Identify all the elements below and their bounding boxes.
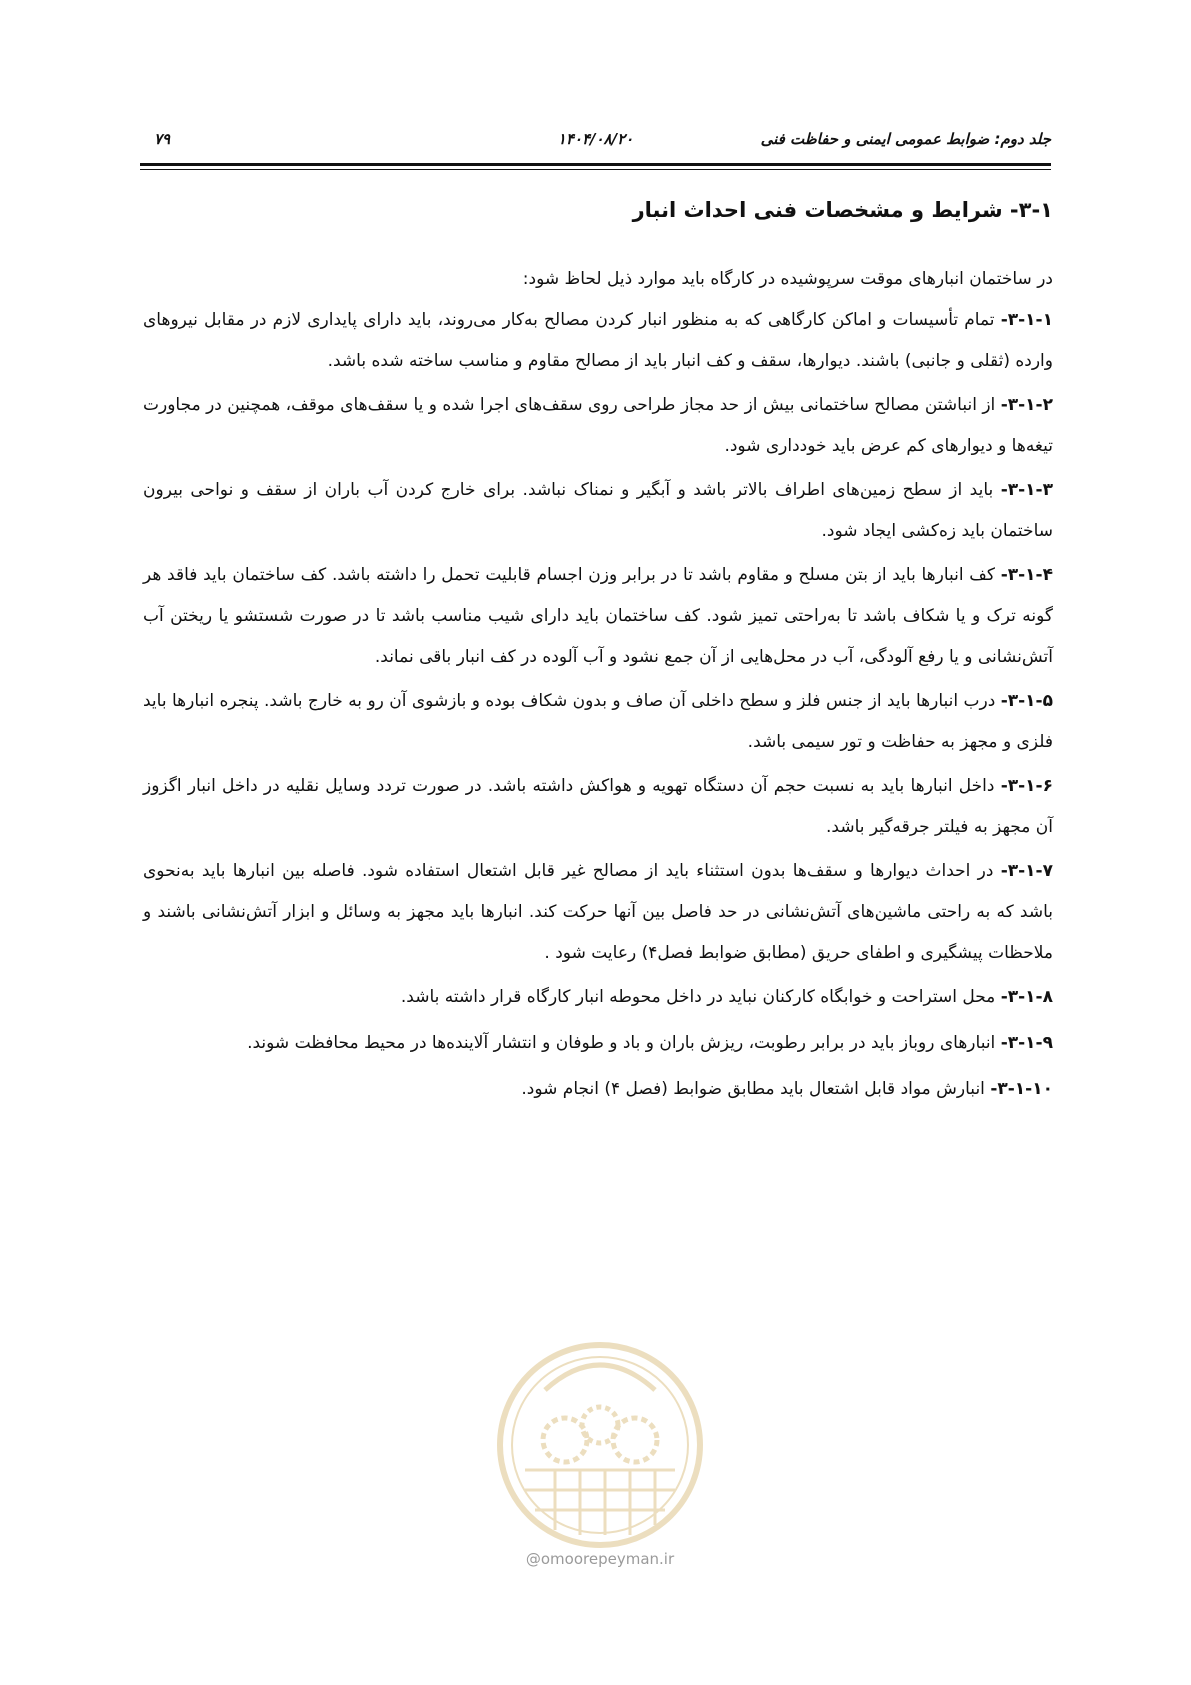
clause-number: ۳-۱-۲- bbox=[1000, 395, 1053, 415]
page-number: ۷۹ bbox=[154, 130, 171, 148]
clause-3-1-6 bbox=[143, 766, 1053, 848]
clause-3-1-2 bbox=[143, 385, 1053, 467]
clause-text: انبارش مواد قابل اشتعال باید مطابق ضوابط (فصل ۴) انجام شود. bbox=[521, 1079, 991, 1099]
clause-3-1-5 bbox=[143, 681, 1053, 763]
page-body bbox=[143, 190, 1053, 1115]
watermark-logo bbox=[485, 1330, 715, 1560]
clause-text: درب انبارها باید از جنس فلز و سطح داخلی آن صاف و بدون شکاف بوده و بازشوی آن رو به خارج باشد. پنجره انبارها باید فلزی و مجهز به حفاظت و تور سیمی باشد. bbox=[143, 691, 1053, 752]
clause-3-1-8 bbox=[143, 977, 1053, 1017]
clause-number: ۳-۱-۶- bbox=[1000, 776, 1053, 796]
clause-3-1-4 bbox=[143, 555, 1053, 678]
clause-number: ۳-۱-۱- bbox=[1000, 310, 1053, 330]
clause-text: از انباشتن مصالح ساختمانی بیش از حد مجاز طراحی روی سقف‌های اجرا شده و یا سقف‌های موقف، همچنین در مجاورت تیغه‌ها و دیوارهای کم عرض باید خودداری شود. bbox=[143, 395, 1053, 456]
header-title: جلد دوم: ضوابط عمومی ایمنی و حفاظت فنی bbox=[760, 130, 1051, 148]
clause-3-1-7 bbox=[143, 851, 1053, 974]
page-header bbox=[140, 126, 1051, 152]
clause-number: ۳-۱-۱۰- bbox=[990, 1079, 1053, 1099]
header-divider-thick bbox=[140, 163, 1051, 166]
clause-number: ۳-۱-۸- bbox=[1000, 987, 1053, 1007]
clause-number: ۳-۱-۳- bbox=[1000, 480, 1053, 500]
clause-text: تمام تأسیسات و اماکن کارگاهی که به منظور انبار کردن مصالح به‌کار می‌روند، باید دارای پایداری لازم در مقابل نیروهای وارده (ثقلی و جانبی) باشند. دیوارها، سقف و کف انبار باید از مصالح مقاوم و مناسب ساخته شده باشد. bbox=[143, 310, 1053, 371]
clause-number: ۳-۱-۷- bbox=[1000, 861, 1053, 881]
header-date: ۱۴۰۴/۰۸/۲۰ bbox=[557, 130, 634, 148]
clause-3-1-10 bbox=[143, 1069, 1053, 1109]
clause-3-1-1 bbox=[143, 300, 1053, 382]
clause-number: ۳-۱-۴- bbox=[1000, 565, 1053, 585]
clause-number: ۳-۱-۹- bbox=[1000, 1033, 1053, 1053]
clause-text: کف انبارها باید از بتن مسلح و مقاوم باشد تا در برابر وزن اجسام قابلیت تحمل را داشته باشد. کف ساختمان باید فاقد هر گونه ترک و یا شکاف باشد تا به‌راحتی تمیز شود. کف ساختمان باید دارای شیب مناسب باشد تا در صورت شستشو یا ریختن آب آتش‌نشانی و یا رفع آلودگی، آب در محل‌هایی از آن جمع نشود و آب آلوده در کف انبار باقی نماند. bbox=[143, 565, 1053, 667]
clause-3-1-9 bbox=[143, 1023, 1053, 1063]
clause-number: ۳-۱-۵- bbox=[1000, 691, 1053, 711]
clause-text: داخل انبارها باید به نسبت حجم آن دستگاه تهویه و هواکش داشته باشد. در صورت تردد وسایل نقلیه در داخل انبار اگزوز آن مجهز به فیلتر جرقه‌گیر باشد. bbox=[143, 776, 1053, 837]
section-title: ۳-۱- شرایط و مشخصات فنی احداث انبار bbox=[632, 198, 1053, 222]
section-intro: در ساختمان انبارهای موقت سرپوشیده در کارگاه باید موارد ذیل لحاظ شود: bbox=[522, 269, 1053, 289]
clause-text: انبارهای روباز باید در برابر رطوبت، ریزش باران و باد و طوفان و انتشار آلاینده‌ها در محیط محافظت شوند. bbox=[247, 1033, 1001, 1053]
clause-text: باید از سطح زمین‌های اطراف بالاتر باشد و آبگیر و نمناک نباشد. برای خارج کردن آب باران از سقف و نواحی بیرون ساختمان باید زه‌کشی ایجاد شود. bbox=[143, 480, 1053, 541]
clause-text: در احداث دیوارها و سقف‌ها بدون استثناء باید از مصالح غیر قابل اشتعال استفاده شود. فاصله بین انبارها باید به‌نحوی باشد که به راحتی ماشین‌های آتش‌نشانی در حد فاصل بین آنها حرکت کند. انبارها باید مجهز به وسائل و ابزار آتش‌نشانی باشند و ملاحظات پیشگیری و اطفای حریق (مطابق ضوابط فصل۴) رعایت شود . bbox=[143, 861, 1053, 963]
watermark-url: @omoorepeyman.ir bbox=[525, 1550, 675, 1568]
header-divider-thin bbox=[140, 169, 1051, 170]
clause-3-1-3 bbox=[143, 470, 1053, 552]
clause-text: محل استراحت و خوابگاه کارکنان نباید در داخل محوطه انبار کارگاه قرار داشته باشد. bbox=[400, 987, 1001, 1007]
